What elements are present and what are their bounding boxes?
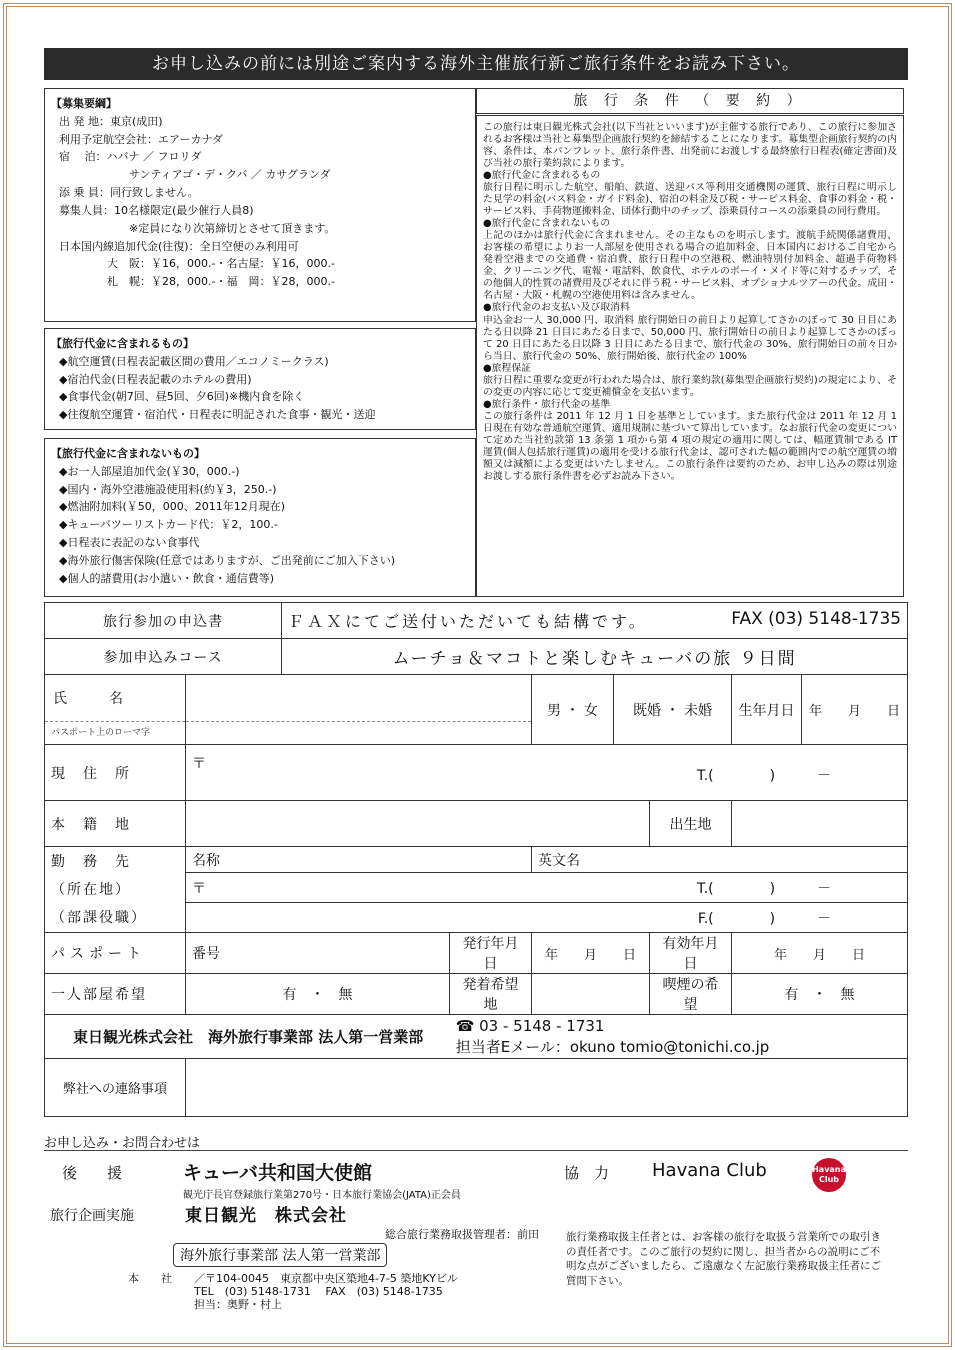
- conditions-title: 旅 行 条 件 （ 要 約 ）: [476, 88, 904, 114]
- conditions-heading: ●旅行代金に含まれるもの: [483, 170, 601, 182]
- included-heading: 【旅行代金に含まれるもの】: [51, 337, 194, 350]
- contact-info-row: [45, 1015, 908, 1059]
- excluded-item: ◆海外旅行傷害保険(任意ではありますが、ご出発前にご加入下さい): [59, 553, 396, 567]
- dept-stamp: 海外旅行事業部 法人第一営業部: [173, 1243, 387, 1267]
- manager-note: 総合旅行業務取扱管理者：前田: [385, 1228, 539, 1241]
- work-address-input[interactable]: [186, 873, 908, 903]
- company-name-label: 名称: [192, 852, 220, 869]
- passport-number-input[interactable]: [186, 933, 450, 974]
- conditions-heading: ●旅行条件・旅行代金の基準: [483, 398, 611, 410]
- conditions-paragraph: 旅行日程に重要な変更が行われた場合は、旅行業約款(募集型企画旅行契約)の規定により、その変更の内容に応じて変更補償金を支払います。: [483, 374, 897, 398]
- recruit-row: ※定員になり次第締切とさせて頂きます。: [129, 221, 336, 235]
- registration-note: 観光庁長官登録旅行業第270号・日本旅行業協会(JATA)正会員: [183, 1190, 461, 1201]
- dept-stamp-wrap: [173, 1243, 387, 1267]
- support-label: 後 援: [62, 1164, 123, 1182]
- english-name-label: 英文名: [538, 852, 580, 869]
- hq-person: 担当：奥野・村上: [194, 1298, 282, 1311]
- planner-name: 東日観光 株式会社: [185, 1206, 347, 1226]
- name-romaji-input[interactable]: [186, 722, 531, 744]
- single-room-choice[interactable]: 有 ・ 無: [186, 974, 450, 1015]
- included-item: ◆往復航空運賃・宿泊代・日程表に明記された食事・観光・送迎: [59, 408, 376, 422]
- contact-notes-input[interactable]: [186, 1059, 908, 1117]
- fax-note-cell: [282, 603, 908, 639]
- recruitment-box: [44, 88, 476, 322]
- departure-label: 発着希望地: [450, 974, 532, 1015]
- recruit-row: 宿 泊：ハバナ ／ フロリダ: [59, 150, 202, 164]
- hq-telfax: TEL (03) 5148-1731 FAX (03) 5148-1735: [194, 1285, 443, 1298]
- departure-input[interactable]: [532, 974, 650, 1015]
- contact-notes-label: 弊社への連絡事項: [45, 1059, 186, 1117]
- work-postal: 〒: [192, 880, 206, 897]
- recruit-row: サンティアゴ・デ・クバ ／ カサグランダ: [129, 168, 331, 182]
- planner-label: 旅行企画実施: [50, 1208, 134, 1224]
- course-name: ムーチョ＆マコトと楽しむキューバの旅 ９日間: [282, 639, 908, 675]
- contact-email[interactable]: 担当者Eメール：okuno tomio@tonichi.co.jp: [455, 1037, 770, 1056]
- work-tel: T.( ) －: [696, 880, 832, 897]
- romaji-note: パスポート上のローマ字: [51, 727, 151, 738]
- contact-details: [456, 1016, 770, 1057]
- birth-date-input[interactable]: 年 月 日: [802, 675, 908, 745]
- hq-address: ／〒104-0045 東京都中央区築地4-7-5 築地KYビル: [194, 1272, 458, 1285]
- address-postal: 〒: [192, 756, 206, 772]
- english-name-input[interactable]: [532, 847, 908, 873]
- hq-label: 本 社: [128, 1272, 172, 1285]
- course-label: 参加申込みコース: [45, 639, 282, 675]
- excluded-item: ◆キューバツーリストカード代：￥2，100.-: [59, 518, 278, 532]
- included-item: ◆宿泊代金(日程表記載のホテルの費用): [59, 372, 252, 386]
- recruit-row: 募集人員：10名様限定(最少催行人員8): [59, 203, 254, 217]
- work-fax: F.( ) －: [697, 910, 832, 927]
- expiry-date-input[interactable]: 年 月 日: [732, 933, 908, 974]
- included-item: ◆航空運賃(日程表記載区間の費用／エコノミークラス): [59, 354, 329, 368]
- passport-label: パスポート: [45, 933, 186, 974]
- inquiry-heading: お申し込み・お問合わせは: [44, 1136, 201, 1151]
- manager-explanation: 旅行業務取扱主任者とは、お客様の旅行を取扱う営業所での取引きの責任者です。このご旅行の契約に関し、担当者からの説明にご不明な点がございましたら、ご遠慮なく左記旅行業務取扱主任者にご質問下さい。: [566, 1231, 881, 1288]
- single-room-label: 一人部屋希望: [45, 974, 186, 1015]
- excluded-item: ◆お一人部屋追加代金(￥30，000.-): [59, 464, 240, 478]
- conditions-body: [476, 115, 904, 597]
- smoking-choice[interactable]: 有 ・ 無: [732, 974, 908, 1015]
- conditions-heading: ●旅行代金に含まれないもの: [483, 218, 611, 230]
- birthplace-label: 出生地: [650, 801, 732, 847]
- coop-org: Havana Club: [652, 1160, 767, 1181]
- excluded-heading: 【旅行代金に含まれないもの】: [51, 447, 205, 460]
- excluded-item: ◆国内・海外空港施設使用料(約￥3，250.-): [59, 482, 277, 496]
- recruit-row: 添 乗 員：同行致しません。: [59, 186, 199, 200]
- footer-divider: [44, 1150, 908, 1151]
- workplace-label: 勤 務 先: [51, 853, 131, 870]
- workplace-label-cell: [45, 847, 186, 933]
- workplace-location-label: （所在地）: [51, 881, 131, 898]
- conditions-heading: ●旅程保証: [483, 362, 532, 374]
- issue-date-label: 発行年月日: [450, 933, 532, 974]
- expiry-date-label: 有効年月日: [650, 933, 732, 974]
- recruit-row: 大 阪：￥16，000.-・名古屋：￥16，000.-: [107, 257, 335, 271]
- company-contact: 東日観光株式会社 海外旅行事業部 法人第一営業部: [73, 1028, 424, 1046]
- workplace-position-label: （部課役職）: [51, 909, 147, 926]
- included-item: ◆食事代金(朝7回、昼5回、夕6回)※機内食を除く: [59, 390, 305, 404]
- recruit-row: 利用予定航空会社：エアーカナダ: [59, 132, 223, 146]
- conditions-paragraph: この旅行条件は 2011 年 12 月 1 日を基準としています。また旅行代金は 2011 年 12 月 1 日現在有効な普通航空運賃、適用規制に基づいて算出しています。なお旅行代金の変更について定めた当社約款第 13 条第 1 項から第 4 項の規定の適用に関しては、幅運賃制である IT 運賃(個人包括旅行運賃)の適用を受ける旅行代金は、認可された幅の範囲内での航空運賃の増額又は減額による変更はいたしません。この旅行条件は要約のため、お申し込みの際は別途お渡しする旅行条件書を必ずお読み下さい。: [483, 410, 897, 482]
- recruit-row: 出 発 地：東京(成田): [59, 114, 163, 128]
- recruit-row: 日本国内線追加代金(往復)：全日空便のみ利用可: [59, 239, 299, 253]
- phone-number: ☎ 03 - 5148 - 1731: [455, 1017, 605, 1036]
- notice-banner: お申し込みの前には別途ご案内する海外主催旅行新ご旅行条件をお読み下さい。: [44, 48, 908, 80]
- recruitment-heading: 【募集要綱】: [51, 97, 117, 110]
- excluded-item: ◆日程表に表記のない食事代: [59, 536, 200, 550]
- excluded-item: ◆個人的諸費用(お小遣い・飲食・通信費等): [59, 571, 275, 585]
- conditions-paragraph: この旅行は東日観光株式会社(以下当社といいます)が主催する旅行であり、この旅行に参加されるお客様は当社と募集型企画旅行契約を締結することになります。募集型企画旅行契約の内容、条件は、本パンフレット、旅行条件書、出発前にお渡しする最終旅行日程表(確定書面)及び当社の旅行業約款によります。: [483, 122, 897, 170]
- smoking-label: 喫煙の希望: [650, 974, 732, 1015]
- support-org: キューバ共和国大使館: [183, 1162, 373, 1184]
- name-input[interactable]: [186, 675, 532, 745]
- conditions-heading: ●旅行代金のお支払い及び取消料: [483, 302, 630, 314]
- address-tel: T.( ) －: [696, 768, 832, 784]
- havana-club-logo: Havana Club: [812, 1158, 846, 1192]
- included-box: [44, 328, 476, 430]
- issue-date-input[interactable]: 年 月 日: [532, 933, 650, 974]
- conditions-paragraph: 旅行日程に明示した航空、船舶、鉄道、送迎バス等利用交通機関の運賃、旅行日程に明示した見学の料金(バス料金・ガイド料金)、宿泊の料金及び税・サービス料金、食事の料金・税・サービス料、手荷物運搬料金、団体行動中のチップ、添乗員付コースの添乗員の同行費用。: [483, 182, 897, 218]
- work-fax-input[interactable]: [186, 903, 908, 933]
- passport-number-label: 番号: [192, 946, 220, 962]
- company-name-input[interactable]: [186, 847, 532, 873]
- recruit-row: 札 幌：￥28，000.-・福 岡：￥28，000.-: [107, 275, 335, 289]
- name-label: 氏 名: [45, 676, 185, 722]
- name-kanji-input[interactable]: [186, 676, 531, 722]
- excluded-item: ◆燃油附加料(￥50，000、2011年12月現在): [59, 500, 286, 514]
- marital-choice[interactable]: 既婚 ・ 未婚: [614, 675, 732, 745]
- address-label: 現 住 所: [45, 745, 186, 801]
- conditions-paragraph: 申込金お一人 30,000 円、取消料 旅行開始日の前日より起算してさかのぼって 30 日目にあたる日以降 21 日目にあたる日まで、50,000 円、旅行開始日の前日より起算してさかのぼって 20 日目にあたる日以降 3 日目にあたる日まで、旅行代金の 30%、旅行開始日の前々日から当日、旅行代金の 50%、旅行開始後、旅行代金の 100%: [483, 314, 897, 362]
- excluded-box: [44, 438, 476, 597]
- fax-note: ＦＡＸにてご送付いただいても結構です。: [288, 612, 648, 631]
- domicile-label: 本 籍 地: [45, 801, 186, 847]
- fax-number: FAX (03) 5148-1735: [731, 609, 902, 629]
- birth-date-label: 生年月日: [732, 675, 802, 745]
- coop-label: 協 力: [564, 1164, 610, 1182]
- address-input[interactable]: [186, 745, 908, 801]
- name-label-cell: [45, 675, 186, 745]
- gender-choice[interactable]: 男 ・ 女: [532, 675, 614, 745]
- domicile-input[interactable]: [186, 801, 650, 847]
- application-form: [44, 602, 908, 1117]
- conditions-paragraph: 上記のほかは旅行代金に含まれません。その主なものを明示します。渡航手続関係諸費用、お客様の希望によりお一人部屋を使用される場合の追加料金、日本国内におけるご自宅から発着空港までの交通費・宿泊費、旅行日程中の空港税、燃油特別付加料金、超過手荷物料金、クリーニング代、電報・電話料、飲食代、ホテルのボーイ・メイド等に対するチップ、その他個人的性質の諸費用及びそれに伴う税・サービス料、オプショナルツアーの代金。成田・名古屋・大阪・札幌の空港使用料は含みません。: [483, 230, 897, 302]
- form-title: 旅行参加の申込書: [45, 603, 282, 639]
- birthplace-input[interactable]: [732, 801, 908, 847]
